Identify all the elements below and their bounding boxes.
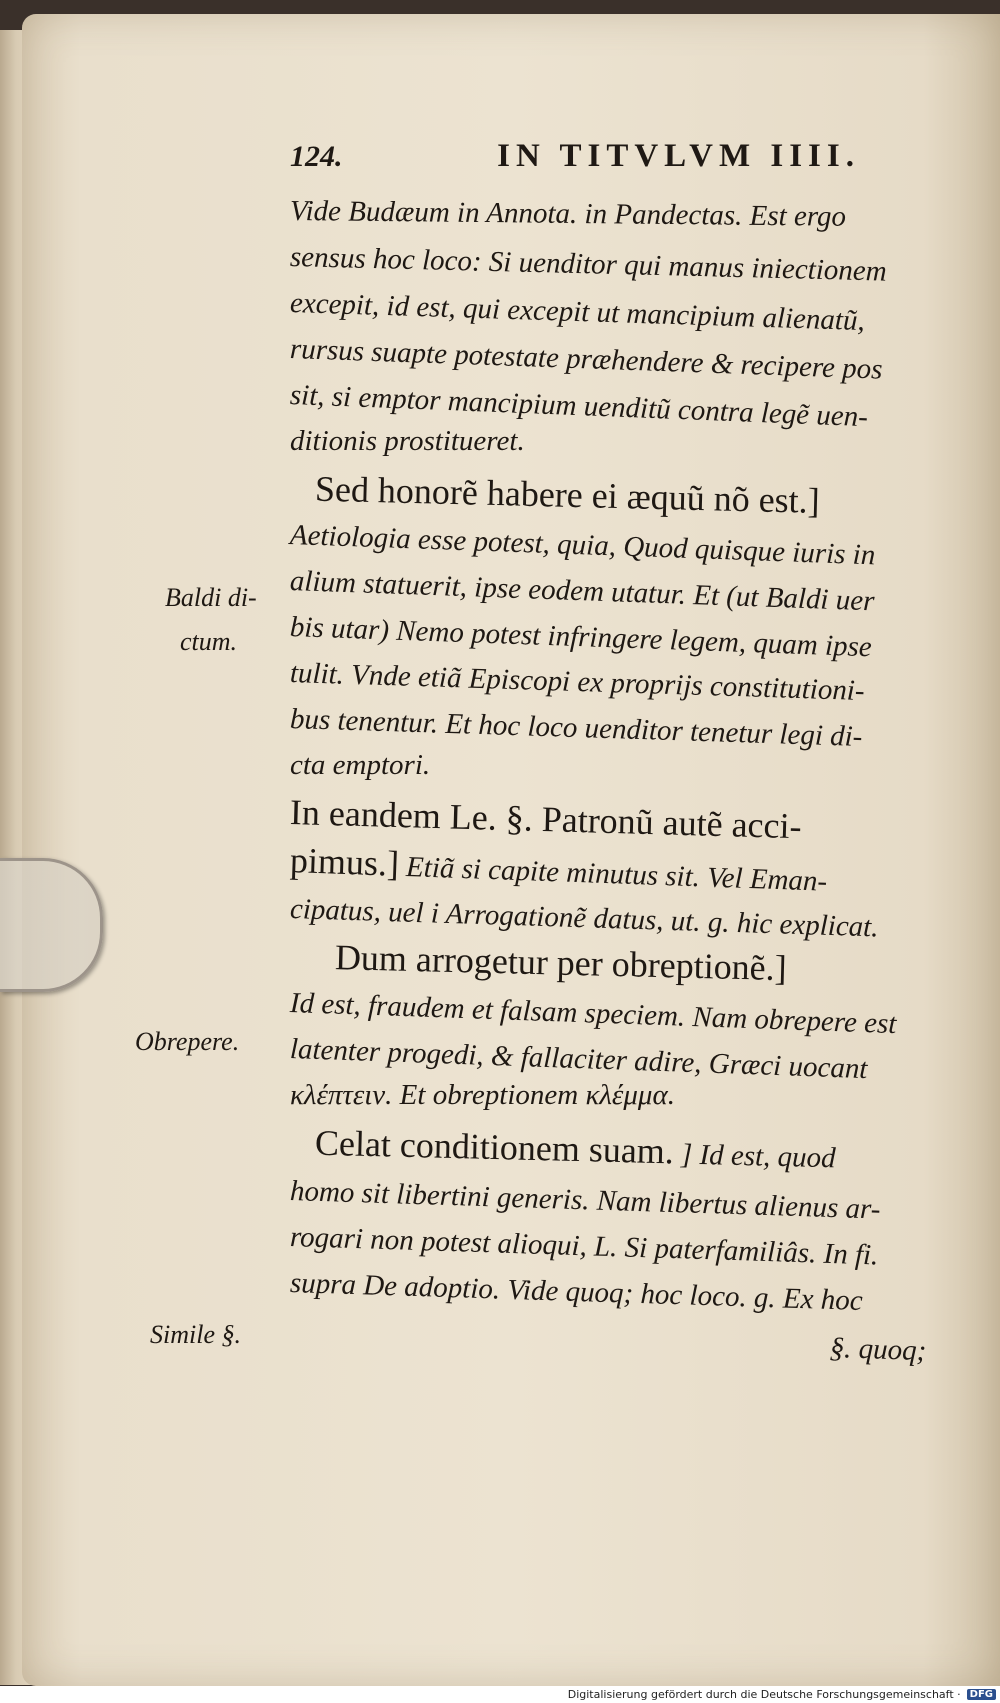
text-line: rogari non potest alioqui, L. Si paterfamiliâs. In fi. (289, 1221, 879, 1272)
text-line: rursus suapte potestate præhendere & recipere pos (289, 333, 884, 386)
footer-credit: Digitalisierung gefördert durch die Deutsche Forschungsgemeinschaft · (567, 1688, 961, 1701)
margin-note-baldi: Baldi di- (165, 583, 257, 612)
text-line: bus tenentur. Et hoc loco uenditor tenetur legi di- (289, 703, 863, 753)
text-line: sit, si emptor mancipium uenditũ contra legẽ uen- (289, 379, 869, 434)
text-line: cta emptori. (290, 749, 431, 781)
text-line: ditionis prostitueret. (290, 425, 525, 457)
text-line: Vide Budæum in Annota. in Pandectas. Est ergo (289, 195, 847, 233)
text-line: bis utar) Nemo potest infringere legem, quam ipse (289, 611, 873, 664)
margin-note-baldi: ctum. (180, 627, 238, 656)
dfg-logo-icon: DFG (967, 1689, 996, 1700)
text-line: latenter progedi, & fallaciter adire, Græci uocant (289, 1033, 868, 1086)
text-line: cipatus, uel i Arrogationẽ datus, ut. g. hic explicat. (289, 893, 880, 944)
running-title: IN TITVLVM IIII. (497, 138, 860, 174)
lemma-heading: Sed honorẽ habere ei æquũ nõ est.] (314, 468, 821, 521)
text-line: sensus hoc loco: Si uenditor qui manus iniectionem (289, 241, 888, 288)
text-line: alium statuerit, ipse eodem utatur. Et (ut Baldi uer (289, 565, 875, 618)
text-line: homo sit libertini generis. Nam libertus alienus ar- (289, 1175, 881, 1226)
footer-credit-bar (0, 1686, 1000, 1703)
lemma-heading-tail: pimus.] (289, 840, 400, 884)
text-line: supra De adoptio. Vide quoq; hoc loco. g. Ex hoc (289, 1267, 864, 1317)
text-line: Id est, fraudem et falsam speciem. Nam obrepere est (289, 987, 897, 1041)
running-head (290, 138, 860, 175)
text-line-tail: ] Id est, quod (680, 1138, 837, 1175)
main-text-block (289, 188, 955, 1368)
margin-note-simile: Simile §. (150, 1320, 241, 1349)
lemma-heading: Dum arrogetur per obreptionẽ.] (334, 937, 788, 989)
text-line: tulit. Vnde etiã Episcopi ex proprijs constitutioni- (289, 657, 866, 708)
text-line: §. quoq; (829, 1331, 927, 1368)
text-line: Aetiologia esse potest, quia, Quod quisque iuris in (289, 519, 876, 572)
lemma-heading: Celat conditionem suam. (314, 1122, 675, 1172)
lemma-heading: In eandem Le. §. Patronũ autẽ acci- (289, 792, 803, 847)
text-line: excepit, id est, qui excepit ut mancipium alienatũ, (289, 287, 866, 338)
page-clip (0, 858, 103, 992)
margin-note-obrepere: Obrepere. (135, 1027, 240, 1056)
text-line: κλέπτειν. Et obreptionem κλέμμα. (290, 1079, 675, 1111)
text-line-tail: Etiã si capite minutus sit. Vel Eman- (405, 851, 828, 898)
page-number: 124. (290, 140, 343, 173)
